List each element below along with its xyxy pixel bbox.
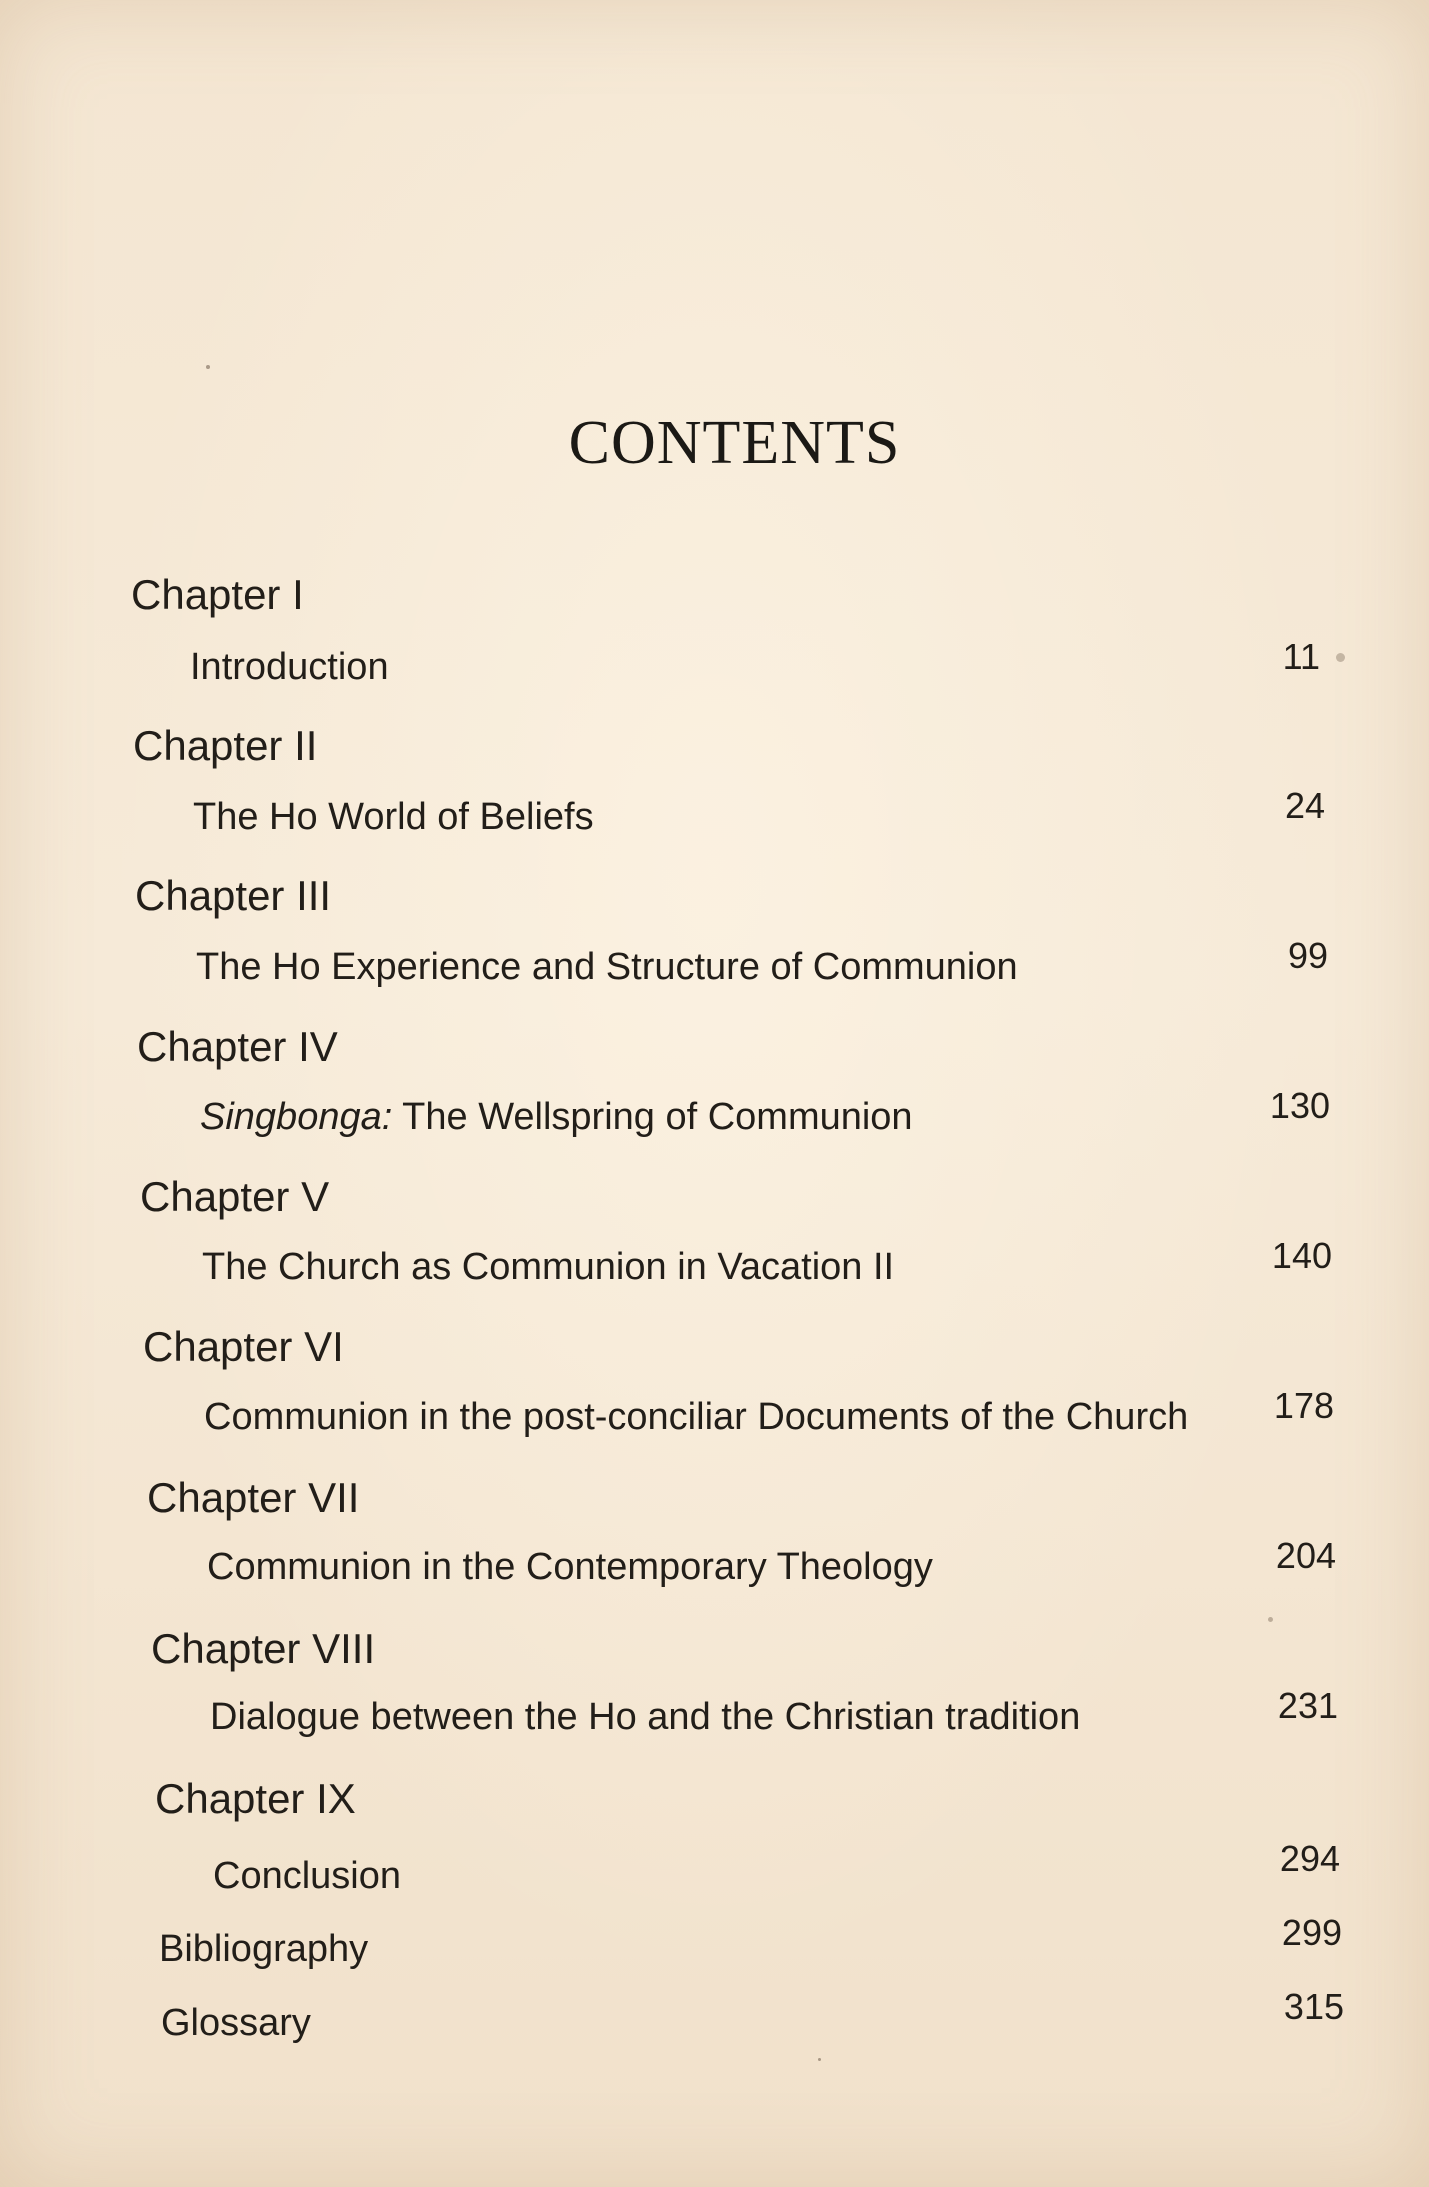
toc-chapter-label: Chapter III xyxy=(135,872,332,919)
toc-entry-title: Communion in the Contemporary Theology xyxy=(207,1546,933,1588)
toc-chapter-label: Chapter I xyxy=(131,571,304,618)
toc-back-matter-title: Glossary xyxy=(161,2002,311,2044)
toc-chapter-label: Chapter V xyxy=(140,1173,330,1220)
paper-speck xyxy=(206,365,210,369)
toc-page-number: 140 xyxy=(1271,1235,1332,1276)
toc-chapter-label: Chapter VI xyxy=(143,1323,344,1370)
toc-chapter-label: Chapter IV xyxy=(137,1023,338,1070)
toc-page-number: 99 xyxy=(1287,935,1328,976)
toc-back-matter-title: Bibliography xyxy=(159,1928,369,1970)
toc-entry-title: The Church as Communion in Vacation II xyxy=(202,1246,895,1288)
toc-entry-title xyxy=(200,1096,913,1139)
paper-speck xyxy=(1336,653,1345,662)
toc-entry-title: Dialogue between the Ho and the Christian tradition xyxy=(210,1696,1081,1738)
toc-page-number: 130 xyxy=(1269,1085,1330,1126)
toc-entry-title: Conclusion xyxy=(213,1855,401,1897)
paper-speck xyxy=(818,2058,821,2061)
toc-page-number: 11 xyxy=(1282,636,1320,677)
toc-entry-title: Communion in the post-conciliar Documents of the Church xyxy=(204,1396,1189,1438)
toc-entry-title: Introduction xyxy=(190,646,389,688)
toc-page-number: 178 xyxy=(1273,1385,1334,1426)
toc-chapter-label: Chapter IX xyxy=(155,1775,356,1822)
toc-chapter-label: Chapter VIII xyxy=(151,1625,376,1672)
toc-entry-title: The Ho Experience and Structure of Communion xyxy=(196,946,1018,988)
toc-entry-title-italic: Singbonga: xyxy=(200,1096,393,1138)
toc-chapter-label: Chapter VII xyxy=(147,1474,360,1521)
toc-page-number: 204 xyxy=(1275,1535,1336,1576)
paper-speck xyxy=(1268,1617,1273,1622)
toc-page-number: 315 xyxy=(1283,1986,1344,2027)
toc-page-number: 294 xyxy=(1279,1838,1340,1879)
page-title: CONTENTS xyxy=(568,409,901,477)
toc-entry-title-rest: The Wellspring of Communion xyxy=(392,1096,913,1138)
toc-page-number: 24 xyxy=(1284,785,1325,826)
toc-entry-title: The Ho World of Beliefs xyxy=(193,796,594,838)
toc-page-number: 299 xyxy=(1281,1912,1342,1953)
toc-page-number: 231 xyxy=(1277,1685,1338,1726)
toc-chapter-label: Chapter II xyxy=(133,722,318,769)
